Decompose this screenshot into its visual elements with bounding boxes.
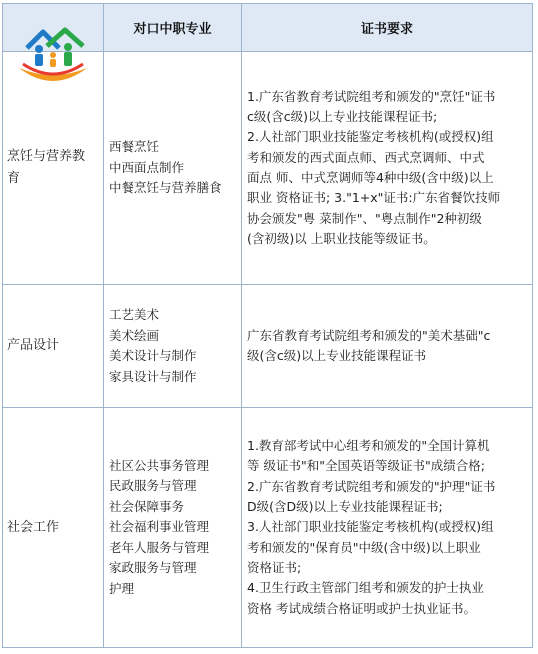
certificate-line: 4.卫生行政主管部门组考和颁发的护士执业 — [247, 580, 484, 596]
category-text: 产品设计 — [7, 338, 60, 353]
certificate-line: D级(含D级)以上专业技能课程证书; — [247, 499, 443, 515]
certificate-line: (含初级)以 上职业技能等级证书。 — [247, 230, 436, 246]
majors-cell — [104, 408, 241, 647]
certificate-cell — [242, 408, 532, 647]
category-cell — [3, 52, 103, 284]
certificate-line: c级(含c级)以上专业技能课程证书; — [247, 109, 438, 125]
certificate-line: 3.人社部门职业技能鉴定考核机构(或授权)组 — [247, 519, 494, 535]
certificate-line: 资格 考试成绩合格证明或护士执业证书。 — [247, 600, 476, 616]
certificate-line: 广东省教育考试院组考和颁发的"美术基础"c — [247, 327, 491, 343]
major-item: 社区公共事务管理 — [109, 457, 210, 473]
certificate-line: 级(含c级)以上专业技能课程证书 — [247, 348, 427, 363]
column-header-certificate: 证书要求 — [360, 22, 413, 37]
certificate-line: 等 级证书"和"全国英语等级证书"成绩合格; — [247, 458, 485, 474]
certificate-line: 考和颁发的"保育员"中级(含中级)以上职业 — [247, 539, 481, 555]
major-item: 民政服务与管理 — [109, 478, 197, 494]
requirements-table — [2, 3, 533, 648]
category-text: 社会工作 — [7, 519, 60, 535]
majors-cell — [104, 52, 241, 284]
major-item: 西餐烹饪 — [109, 139, 160, 155]
major-item: 家政服务与管理 — [109, 560, 197, 576]
major-item: 家具设计与制作 — [109, 368, 197, 384]
certificate-line: 资格证书; — [247, 559, 302, 575]
certificate-line: 协会颁发"粤 菜制作"、"粤点制作"2种初级 — [247, 210, 482, 226]
major-item: 老年人服务与管理 — [109, 539, 210, 555]
certificate-cell — [242, 52, 532, 284]
major-item: 中西面点制作 — [109, 159, 185, 175]
major-item: 中餐烹饪与营养膳食 — [109, 180, 222, 196]
certificate-line: 1.广东省教育考试院组考和颁发的"烹饪"证书 — [247, 88, 496, 104]
category-cell — [3, 285, 103, 407]
certificate-line: 职业 资格证书; 3."1+x"证书:广东省餐饮技师 — [247, 190, 501, 206]
certificate-line: 2.人社部门职业技能鉴定考核机构(或授权)组 — [247, 129, 494, 145]
certificate-line: 1.教育部考试中心组考和颁发的"全国计算机 — [247, 438, 490, 454]
major-item: 社会保障事务 — [109, 498, 185, 514]
certificate-line: 面点 师、中式烹调师等4种中级(含中级)以上 — [247, 170, 494, 185]
certificate-line: 2.广东省教育考试院组考和颁发的"护理"证书 — [247, 478, 496, 494]
category-cell — [3, 408, 103, 647]
major-item: 美术绘画 — [109, 327, 160, 343]
major-item: 护理 — [109, 580, 135, 596]
certificate-line: 考和颁发的西式面点师、西式烹调师、中式 — [247, 149, 485, 165]
category-text: 育 — [7, 171, 21, 186]
major-item: 美术设计与制作 — [109, 348, 197, 363]
category-text: 烹饪与营养教 — [7, 149, 86, 164]
certificate-cell — [242, 285, 532, 407]
major-item: 社会福利事业管理 — [109, 519, 210, 535]
column-header-major: 对口中职专业 — [133, 22, 212, 37]
majors-cell — [104, 285, 241, 407]
major-item: 工艺美术 — [109, 307, 160, 322]
